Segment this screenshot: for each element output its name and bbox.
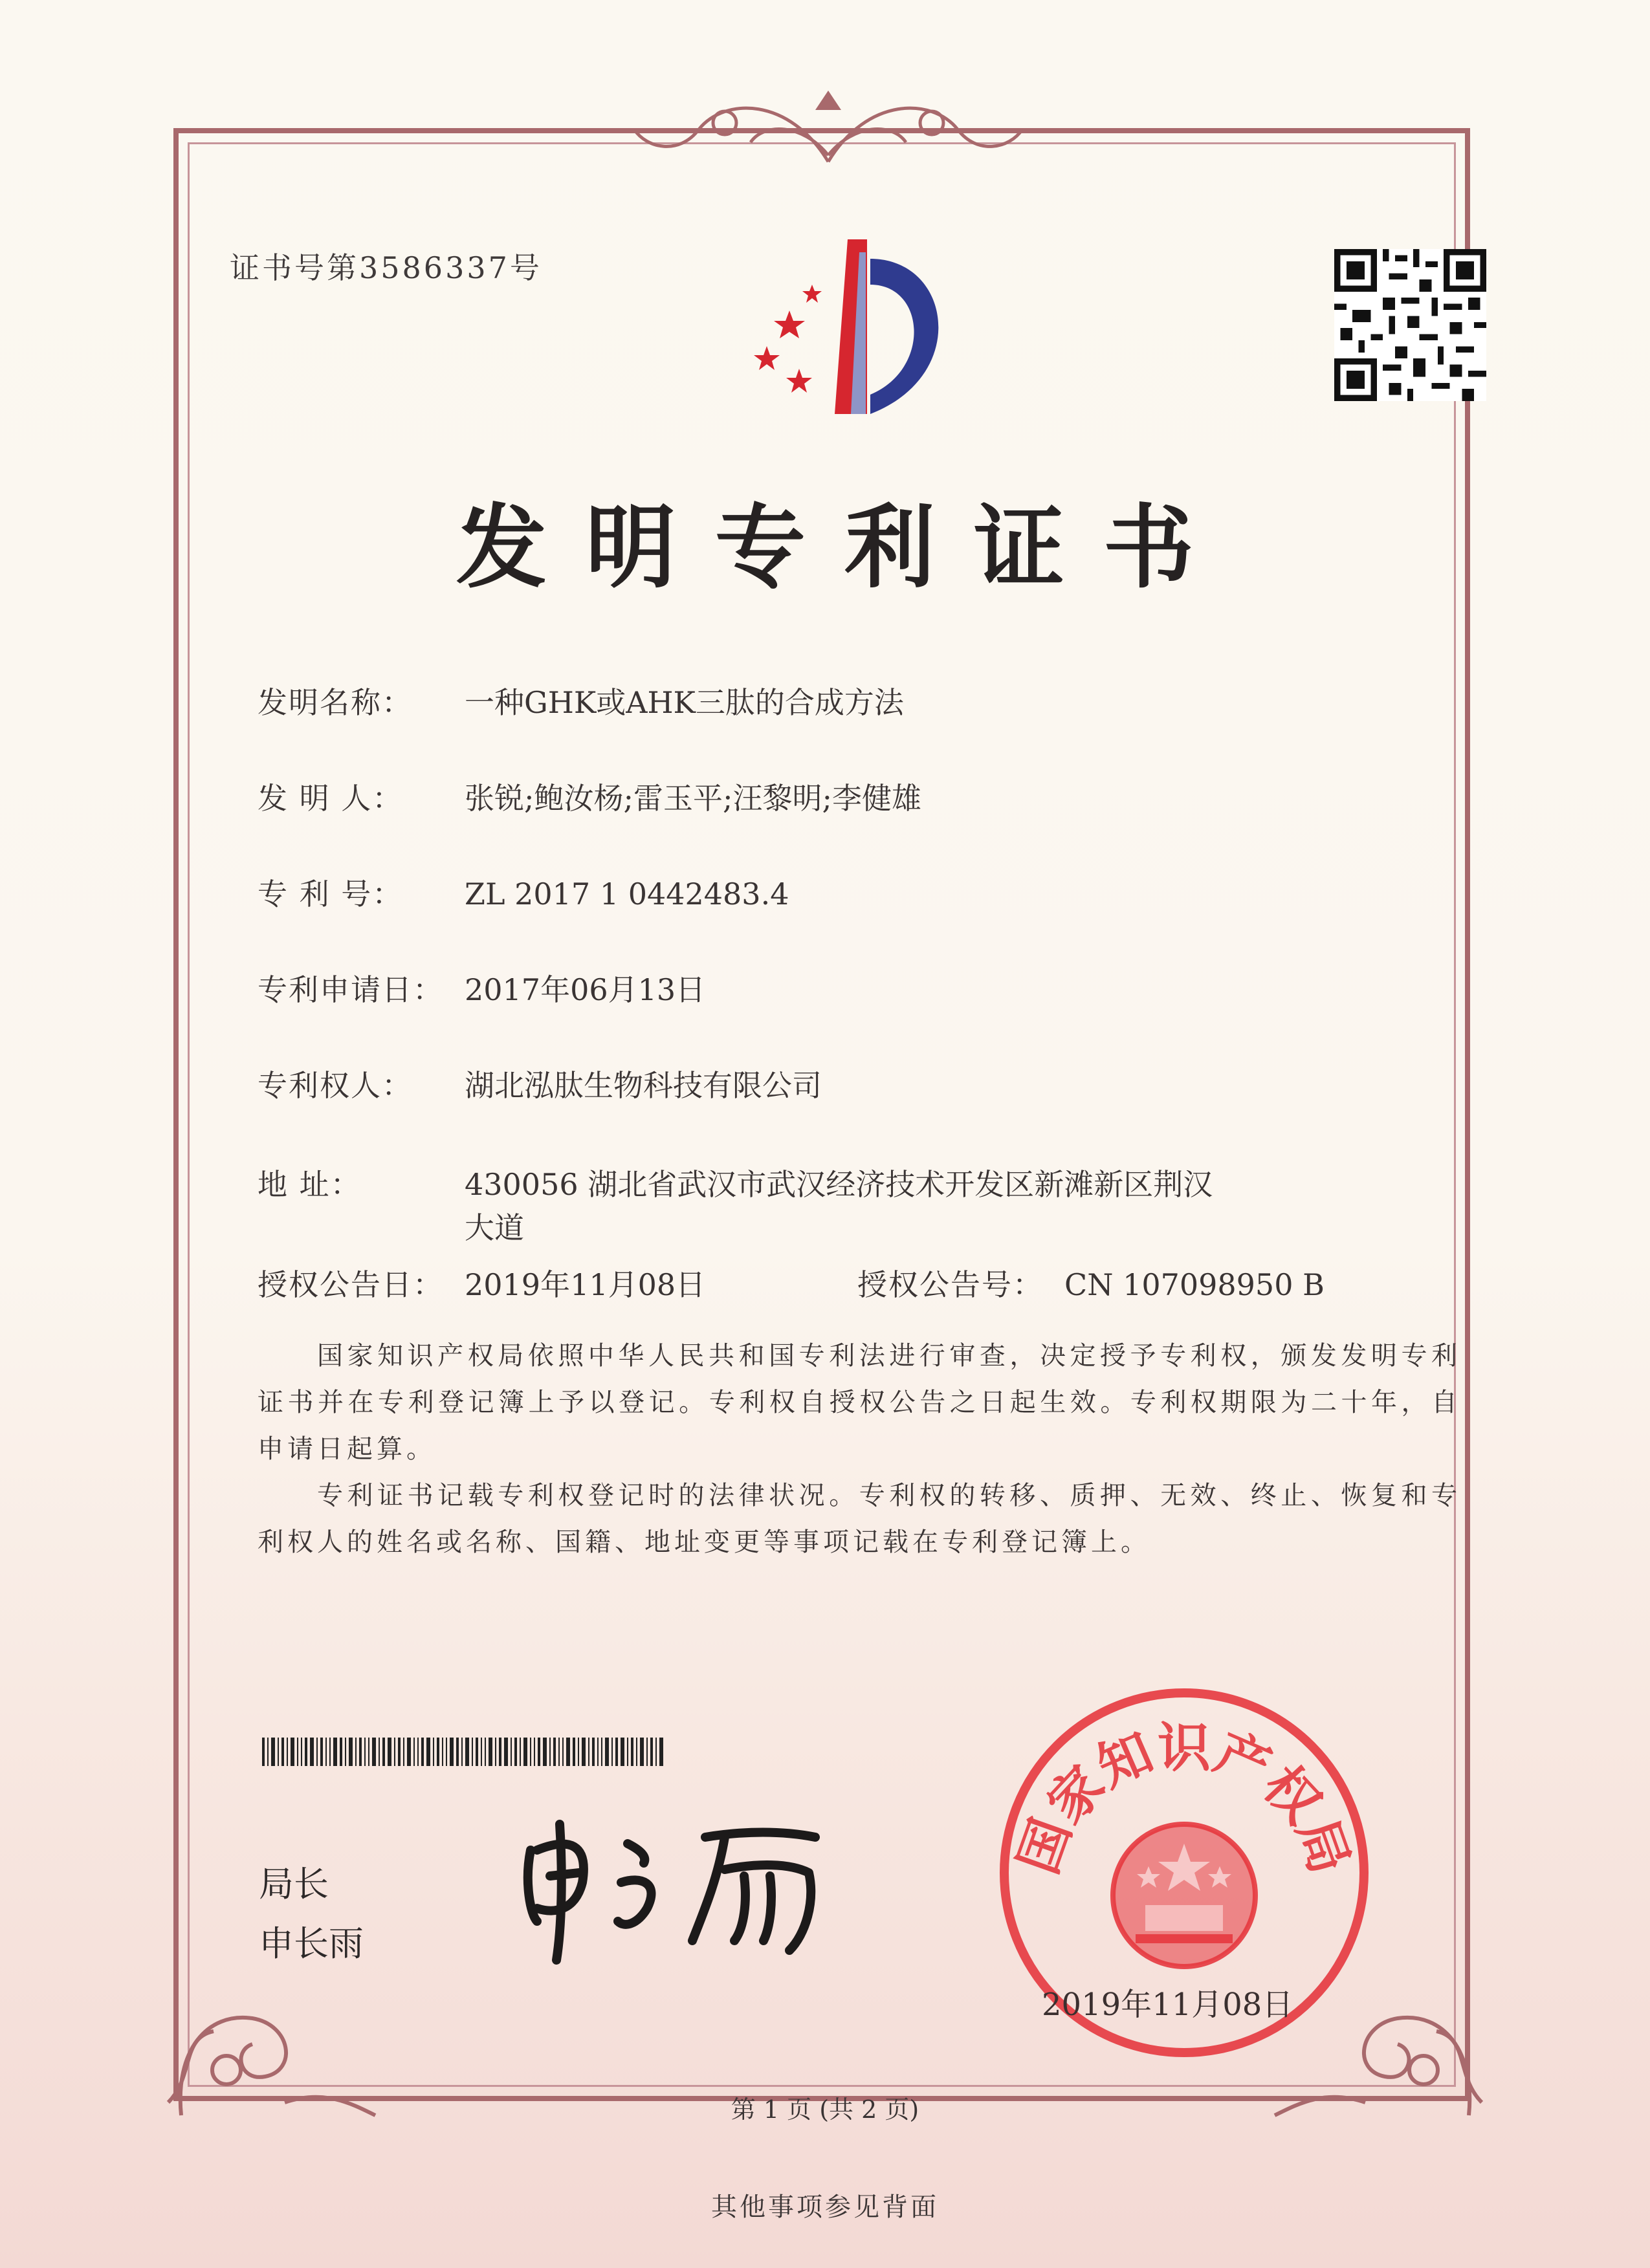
patentee-value: 湖北泓肽生物科技有限公司 (465, 1068, 822, 1103)
inventors-value: 张锐;鲍汝杨;雷玉平;汪黎明;李健雄 (465, 781, 921, 816)
patentee-label: 专利权人： (258, 1068, 413, 1103)
seal-date: 2019年11月08日 (1042, 1987, 1293, 2023)
field-patent-number (258, 871, 789, 913)
address-value-line1: 430056 湖北省武汉市武汉经济技术开发区新滩新区荆汉 (465, 1167, 1213, 1202)
qr-code-icon (1334, 249, 1486, 401)
field-inventors (258, 775, 921, 818)
grant-date-label: 授权公告日： (258, 1267, 444, 1302)
national-emblem-icon (1113, 1824, 1255, 1967)
field-address (258, 1161, 1213, 1204)
signature-icon (511, 1811, 861, 1967)
field-grant-number (857, 1261, 1325, 1304)
invention-name-value: 一种GHK或AHK三肽的合成方法 (465, 685, 904, 720)
certificate-title: 发明专利证书 (456, 495, 1233, 601)
inventors-label: 发 明 人： (258, 781, 404, 816)
address-value-line2: 大道 (465, 1210, 524, 1245)
director-title: 局长 (259, 1864, 329, 1904)
filing-date-label: 专利申请日： (258, 972, 444, 1007)
page-indicator: 第 1 页 (共 2 页) (731, 2095, 919, 2124)
footer-note: 其他事项参见背面 (711, 2192, 939, 2222)
legal-paragraph-1: 国家知识产权局依照中华人民共和国专利法进行审查，决定授予专利权，颁发发明专利证书并在专利登记簿上予以登记。专利权自授权公告之日起生效。专利权期限为二十年，自申请日起算。 (258, 1341, 1461, 1464)
grant-number-value: CN 107098950 B (1064, 1267, 1325, 1302)
field-address-continued (465, 1205, 524, 1247)
field-grant-date (258, 1261, 705, 1304)
seal-text: 国家知识产权局 (1007, 1716, 1361, 1882)
patent-number-value: ZL 2017 1 0442483.4 (465, 877, 789, 911)
patent-number-label: 专 利 号： (258, 877, 404, 911)
cnipa-logo-icon (738, 233, 984, 427)
address-label: 地 址： (258, 1167, 362, 1202)
grant-number-label: 授权公告号： (857, 1267, 1044, 1302)
field-patentee (258, 1062, 822, 1105)
field-filing-date (258, 966, 705, 1009)
top-ornament-icon (621, 84, 1035, 175)
filing-date-value: 2017年06月13日 (465, 972, 706, 1007)
legal-paragraph-2: 专利证书记载专利权登记时的法律状况。专利权的转移、质押、无效、终止、恢复和专利权人的姓名或名称、国籍、地址变更等事项记载在专利登记簿上。 (258, 1481, 1461, 1557)
invention-name-label: 发明名称： (258, 685, 413, 720)
grant-date-value: 2019年11月08日 (465, 1267, 706, 1302)
field-invention-name (258, 679, 904, 722)
barcode-icon (262, 1738, 663, 1766)
director-name: 申长雨 (259, 1923, 364, 1964)
certificate-number: 证书号第3586337号 (230, 250, 542, 285)
